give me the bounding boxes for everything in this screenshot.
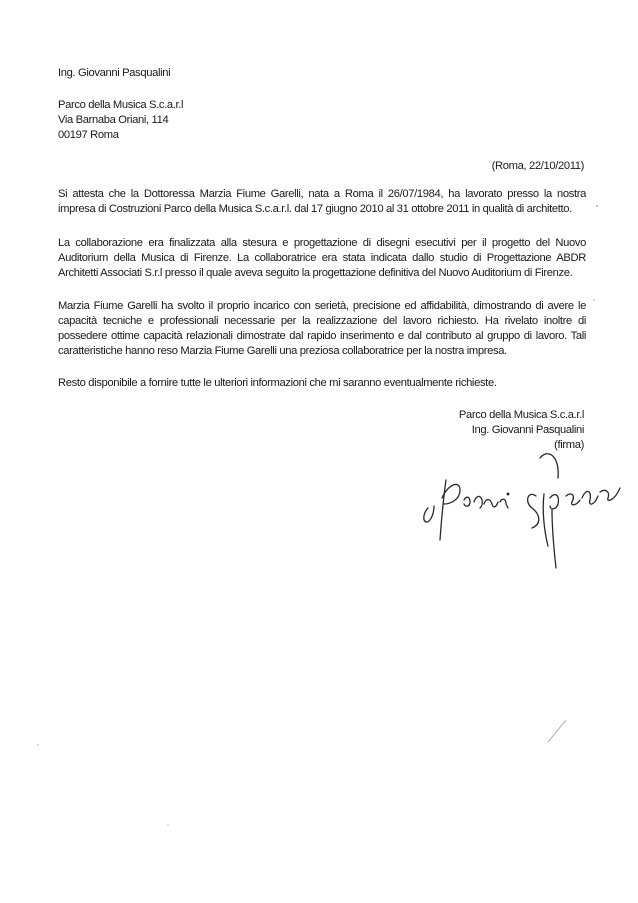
closing-firma: (firma) <box>554 439 584 451</box>
paragraph-4 <box>58 376 586 391</box>
paragraph-3-line: possedere ottime capacità relazionali dimostrate dal rapido inserimento e dal contributo al gruppo di lavoro. Tali <box>58 330 586 342</box>
paragraph-1 <box>58 187 586 217</box>
paragraph-2-line: Architetti Associati S.r.l presso il quale aveva seguito la progettazione definitiva del Nuovo Auditorium di Firenze. <box>58 267 573 279</box>
sender-name: Ing. Giovanni Pasqualini <box>58 67 171 79</box>
paragraph-1-line: impresa di Costruzioni Parco della Musica S.c.a.r.l. dal 17 giugno 2010 al 31 ottobre 2011 in qualità di architetto. <box>58 203 572 215</box>
paragraph-2 <box>58 236 586 281</box>
paragraph-3 <box>58 299 586 359</box>
address-line-2: Via Barnaba Oriani, 114 <box>58 114 169 126</box>
sender-address <box>58 98 586 143</box>
paragraph-2-line: Auditorium della Musica di Firenze. La collaboratrice era stata indicata dallo studio di Progettazione ABDR <box>58 252 586 264</box>
letter-date <box>492 159 584 174</box>
paragraph-3-line: Marzia Fiume Garelli ha svolto il proprio incarico con serietà, precisione ed affidabilità, dimostrando di avere le <box>58 300 586 312</box>
address-line-1: Parco della Musica S.c.a.r.l <box>58 99 184 111</box>
address-line-3: 00197 Roma <box>58 129 119 141</box>
paragraph-1-line: Si attesta che la Dottoressa Marzia Fiume Garelli, nata a Roma il 26/07/1984, ha lavorato presso la nostra <box>58 188 586 200</box>
paragraph-3-line: capacità tecniche e professionali necessarie per la realizzazione del lavoro richiesto. Ha rivelato inoltre di <box>58 315 586 327</box>
date-text: (Roma, 22/10/2011) <box>491 160 584 172</box>
paragraph-4-line: Resto disponibile a fornire tutte le ulteriori informazioni che mi saranno eventualmente richieste. <box>58 377 497 389</box>
closing-name: Ing. Giovanni Pasqualini <box>471 424 584 436</box>
sender-name-block <box>58 66 586 81</box>
handwritten-signature-icon <box>420 450 638 570</box>
closing-block <box>459 408 584 453</box>
paragraph-2-line: La collaborazione era finalizzata alla stesura e progettazione di disegni esecutivi per il progetto del Nuovo <box>58 237 586 249</box>
paragraph-3-line: caratteristiche hanno reso Marzia Fiume Garelli una preziosa collaboratrice per la nostra impresa. <box>58 345 507 357</box>
closing-company: Parco della Musica S.c.a.r.l <box>458 409 584 421</box>
